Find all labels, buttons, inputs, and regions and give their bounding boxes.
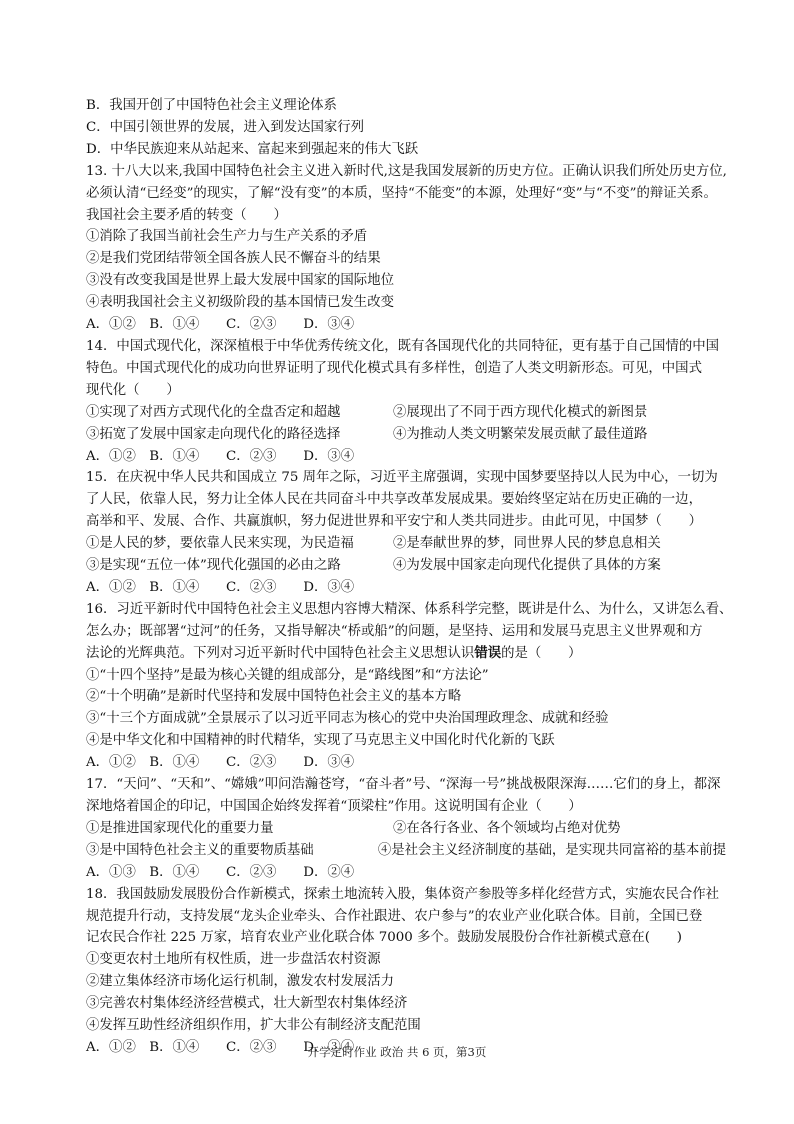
q14-stem-line: 特色。中国式现代化的成功向世界证明了现代化模式具有多样性，创造了人类文明新形态。可见，中国式: [86, 360, 702, 376]
q18-item: ③完善农村集体经济经营模式，壮大新型农村集体经济: [86, 996, 408, 1012]
q18-stem-line: 记农民合作社 225 万家，培育农业产业化联合体 7000 多个。鼓励发展股份合作社新模式意在( ): [86, 930, 682, 946]
question-17: [86, 774, 726, 884]
q16-stem-emphasis: 错误: [474, 644, 502, 661]
q15-item: ④为发展中国家走向现代化提供了具体的方案: [393, 558, 661, 574]
q13-item: ④表明我国社会主义初级阶段的基本国情已发生改变: [86, 295, 394, 311]
q16-stem-line: 16．习近平新时代中国特色社会主义思想内容博大精深、体系科学完整，既讲是什么、为什么，又讲怎么看、: [86, 601, 733, 617]
q17-item: ①是推进国家现代化的重要力量: [86, 820, 274, 836]
q18-item: ②建立集体经济市场化运行机制，激发农村发展活力: [86, 974, 394, 990]
q18-stem-line: 规范提升行动，支持发展“龙头企业牵头、合作社跟进、农户参与”的农业产业化联合体。目前，全国已登: [86, 908, 703, 924]
q15-stem-line: 了人民，依靠人民，努力让全体人民在共同奋斗中共享改革发展成果。要始终坚定站在历史正确的一边，: [86, 492, 702, 508]
q17-choices: A．①③ B．①④ C．②③ D．②④: [86, 864, 355, 880]
q18-stem-line: 18．我国鼓励发展股份合作新模式，探索土地流转入股，集体资产参股等多样化经营方式，实施农民合作社: [86, 886, 720, 902]
q17-items-row: [86, 840, 726, 862]
question-16: [86, 599, 733, 774]
q17-item: ②在各行各业、各个领域均占绝对优势: [393, 820, 621, 836]
q14-items-row: [86, 402, 726, 424]
q14-choices: A．①② B．①④ C．②③ D．③④: [86, 448, 355, 464]
q16-item: ①“十四个坚持”是最为核心关键的组成部分，是“路线图”和“方法论”: [86, 667, 489, 683]
q17-stem-line: 深地烙着国企的印记，中国国企始终发挥着“顶梁柱”作用。这说明国有企业（ ）: [86, 799, 582, 814]
q15-items-row: [86, 533, 726, 555]
q14-item: ①实现了对西方式现代化的全盘否定和超越: [86, 404, 341, 420]
q14-item: ②展现出了不同于西方现代化模式的新图景: [393, 404, 648, 420]
q13-stem-line: 我国社会主要矛盾的转变（ ）: [86, 207, 287, 223]
question-14: [86, 336, 726, 467]
q14-item: ③拓宽了发展中国家走向现代化的路径选择: [86, 426, 341, 442]
q15-item: ①是人民的梦，要依靠人民来实现，为民造福: [86, 536, 354, 552]
q18-item: ①变更农村土地所有权性质，进一步盘活农村资源: [86, 952, 381, 968]
question-18: [86, 884, 726, 1059]
q12-option-b: B．我国开创了中国特色社会主义理论体系: [86, 98, 337, 113]
q18-item: ④发挥互助性经济组织作用，扩大非公有制经济支配范围: [86, 1018, 421, 1034]
q16-item: ③“十三个方面成就”全景展示了以习近平同志为核心的党中央治国理政理念、成就和经验: [86, 711, 609, 727]
q13-item: ②是我们党团结带领全国各族人民不懈奋斗的结果: [86, 251, 381, 267]
question-13: [86, 161, 726, 336]
q16-stem-line-last: [86, 643, 726, 665]
q13-item: ①消除了我国当前社会生产力与生产关系的矛盾: [86, 229, 368, 245]
q13-choices: A．①② B．①④ C．②③ D．③④: [86, 317, 355, 333]
q17-item: ④是社会主义经济制度的基础，是实现共同富裕的基本前提: [377, 842, 726, 858]
q15-stem-line: 高举和平、发展、合作、共赢旗帜，努力促进世界和平安宁和人类共同进步。由此可见，中国梦（ ）: [86, 514, 702, 530]
q13-stem-line: 必须认清“已经变”的现实，了解“没有变”的本质，坚持“不能变”的本源，处理好“变”与“不变”的辩证关系。: [86, 185, 717, 201]
q12-option-d: D．中华民族迎来从站起来、富起来到强起来的伟大飞跃: [86, 141, 419, 157]
page-footer: 开学定时作业 政治 共 6 页，第3页: [307, 1045, 487, 1059]
q15-items-row: [86, 555, 726, 577]
q14-stem-line: 14．中国式现代化，深深植根于中华优秀传统文化，既有各国现代化的共同特征，更有基于自己国情的中国: [86, 338, 720, 354]
q16-item: ④是中华文化和中国精神的时代精华，实现了马克思主义中国化时代化新的飞跃: [86, 733, 555, 749]
exam-page-content: [86, 95, 733, 1059]
q15-stem-line: 15．在庆祝中华人民共和国成立 75 周年之际，习近平主席强调，实现中国梦要坚持以人民为中心，一切为: [86, 470, 718, 486]
q15-choices: A．①② B．①④ C．②③ D．③④: [86, 579, 355, 595]
q13-stem-line: 13. 十八大以来,我国中国特色社会主义进入新时代,这是我国发展新的历史方位。正确认识我们所处历史方位,: [86, 163, 727, 179]
q13-item: ③没有改变我国是世界上最大发展中国家的国际地位: [86, 273, 394, 289]
q16-stem-line: 怎么办；既部署“过河”的任务，又指导解决“桥或船”的问题，是坚持、运用和发展马克思主义世界观和方: [86, 623, 703, 639]
q16-item: ②“十个明确”是新时代坚持和发展中国特色社会主义的基本方略: [86, 689, 462, 705]
question-15: [86, 467, 726, 598]
q18-choices: A．①② B．①④ C．②③ D．③④: [86, 1039, 355, 1055]
q14-item: ④为推动人类文明繁荣发展贡献了最佳道路: [393, 426, 648, 442]
q16-stem-text: 法论的光辉典范。下列对习近平新时代中国特色社会主义思想认识: [86, 645, 475, 661]
q17-items-row: [86, 818, 726, 840]
q14-items-row: [86, 424, 726, 446]
q17-item: ③是中国特色社会主义的重要物质基础: [86, 842, 314, 858]
q14-stem-line: 现代化（ ）: [86, 382, 180, 398]
q16-stem-end: 的是（ ）: [501, 645, 582, 661]
q17-stem-line: 17．“天问”、“天和”、“嫦娥”叩问浩瀚苍穹，“奋斗者”号、“深海一号”挑战极限深海……它们的身上，都深: [86, 777, 721, 793]
q15-item: ②是奉献世界的梦，同世界人民的梦息息相关: [393, 536, 661, 552]
q15-item: ③是实现“五位一体”现代化强国的必由之路: [86, 558, 341, 574]
q16-choices: A．①② B．①④ C．②③ D．③④: [86, 755, 355, 771]
q12-option-c: C．中国引领世界的发展，进入到发达国家行列: [86, 119, 365, 135]
